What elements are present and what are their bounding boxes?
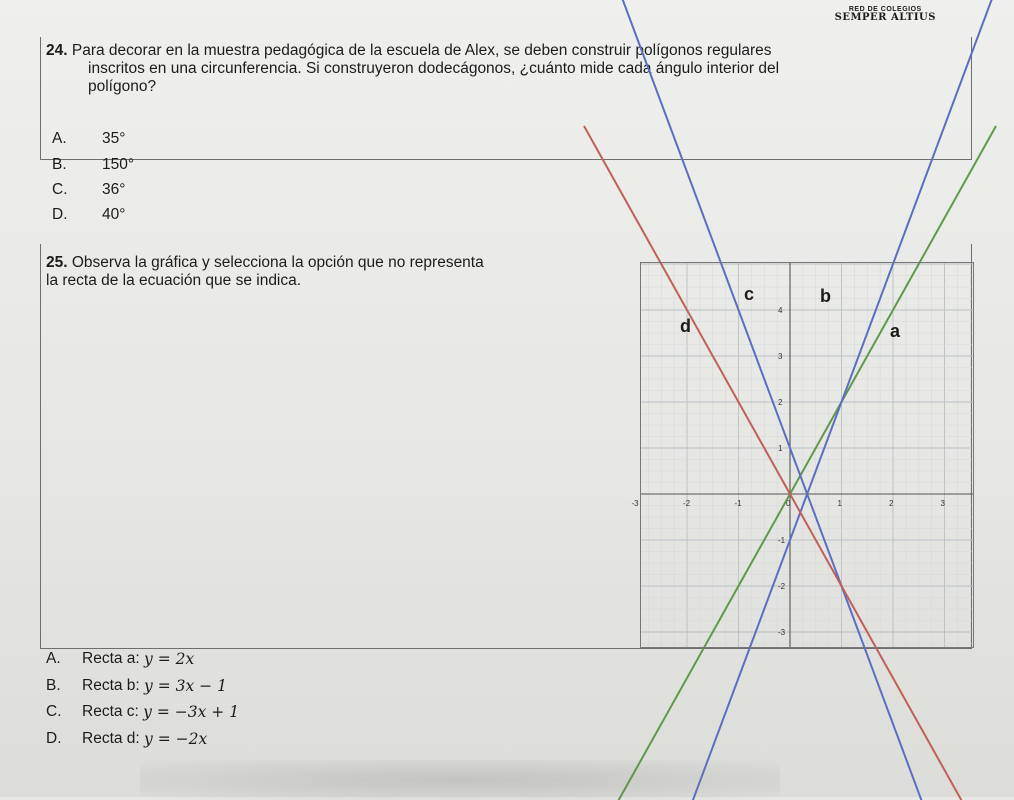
q25-option-b[interactable] xyxy=(46,677,227,695)
question-25-line-1 xyxy=(46,254,626,272)
y-tick-label: -1 xyxy=(778,536,786,545)
q25-option-equation: y = −3x + 1 xyxy=(143,703,240,721)
y-tick-label: 4 xyxy=(778,306,783,315)
q25-option-equation: y = −2x xyxy=(144,730,208,748)
y-tick-label: 1 xyxy=(778,444,783,453)
q25-option-letter: A. xyxy=(46,650,61,667)
line-c-label: c xyxy=(744,284,755,304)
question-25-text-1: Observa la gráfica y selecciona la opción que no representa xyxy=(71,254,484,271)
x-tick-label: -3 xyxy=(631,499,639,508)
question-24-number: 24. xyxy=(46,42,68,59)
school-header xyxy=(835,6,936,23)
y-tick-label: -3 xyxy=(778,628,786,637)
q25-option-c[interactable] xyxy=(46,703,239,721)
line-b-label: b xyxy=(820,286,831,306)
q25-option-label: Recta a: xyxy=(82,650,140,667)
question-24-text-2: inscritos en una circunferencia. Si construyeron dodecágonos, ¿cuánto mide cada ángulo interior del xyxy=(88,60,780,77)
school-network-label: RED DE COLEGIOS xyxy=(848,6,922,13)
q24-option-letter: B. xyxy=(52,156,67,173)
q24-option-c[interactable] xyxy=(52,181,125,199)
q25-option-label: Recta c: xyxy=(82,703,139,720)
page-shadow xyxy=(140,760,780,800)
x-tick-label: 2 xyxy=(889,499,894,508)
x-tick-label: -2 xyxy=(683,499,691,508)
x-tick-label: -1 xyxy=(734,499,742,508)
question-24-line-2 xyxy=(88,60,968,96)
question-24-line-1 xyxy=(46,42,966,60)
q24-option-letter: D. xyxy=(52,206,68,223)
q25-option-label: Recta b: xyxy=(82,677,140,694)
q24-option-value: 40° xyxy=(102,206,126,223)
q24-option-value: 36° xyxy=(102,181,126,198)
line-d-label: d xyxy=(680,316,691,336)
x-tick-label: 0 xyxy=(786,499,791,508)
question-24-text-3: polígono? xyxy=(88,78,157,95)
school-motto: SEMPER ALTIUS xyxy=(834,12,936,23)
q24-option-letter: C. xyxy=(52,181,68,198)
linear-functions-graph xyxy=(631,262,974,648)
x-tick-label: 1 xyxy=(837,499,842,508)
q25-option-a[interactable] xyxy=(46,650,194,668)
q24-option-value: 150° xyxy=(102,156,135,173)
q25-option-letter: D. xyxy=(46,730,62,747)
q24-option-a[interactable] xyxy=(52,130,125,148)
question-25-number: 25. xyxy=(46,254,68,271)
x-tick-label: 3 xyxy=(940,499,945,508)
q25-option-letter: C. xyxy=(46,703,62,720)
q24-option-b[interactable] xyxy=(52,156,134,174)
q24-option-d[interactable] xyxy=(52,206,125,224)
q25-option-equation: y = 3x − 1 xyxy=(144,677,227,695)
q25-option-label: Recta d: xyxy=(82,730,140,747)
y-tick-label: 3 xyxy=(778,352,783,361)
question-24-text-1: Para decorar en la muestra pedagógica de la escuela de Alex, se deben construir polígonos regulares xyxy=(71,42,772,59)
question-25-text xyxy=(46,254,626,290)
line-a-label: a xyxy=(890,321,901,341)
y-tick-label: -2 xyxy=(778,582,786,591)
q25-option-d[interactable] xyxy=(46,730,207,748)
y-tick-label: 2 xyxy=(778,398,783,407)
q25-option-equation: y = 2x xyxy=(144,650,195,668)
q25-option-letter: B. xyxy=(46,677,61,694)
q24-option-value: 35° xyxy=(102,130,126,147)
question-25-text-2: la recta de la ecuación que se indica. xyxy=(46,272,302,289)
q24-option-letter: A. xyxy=(52,130,67,147)
